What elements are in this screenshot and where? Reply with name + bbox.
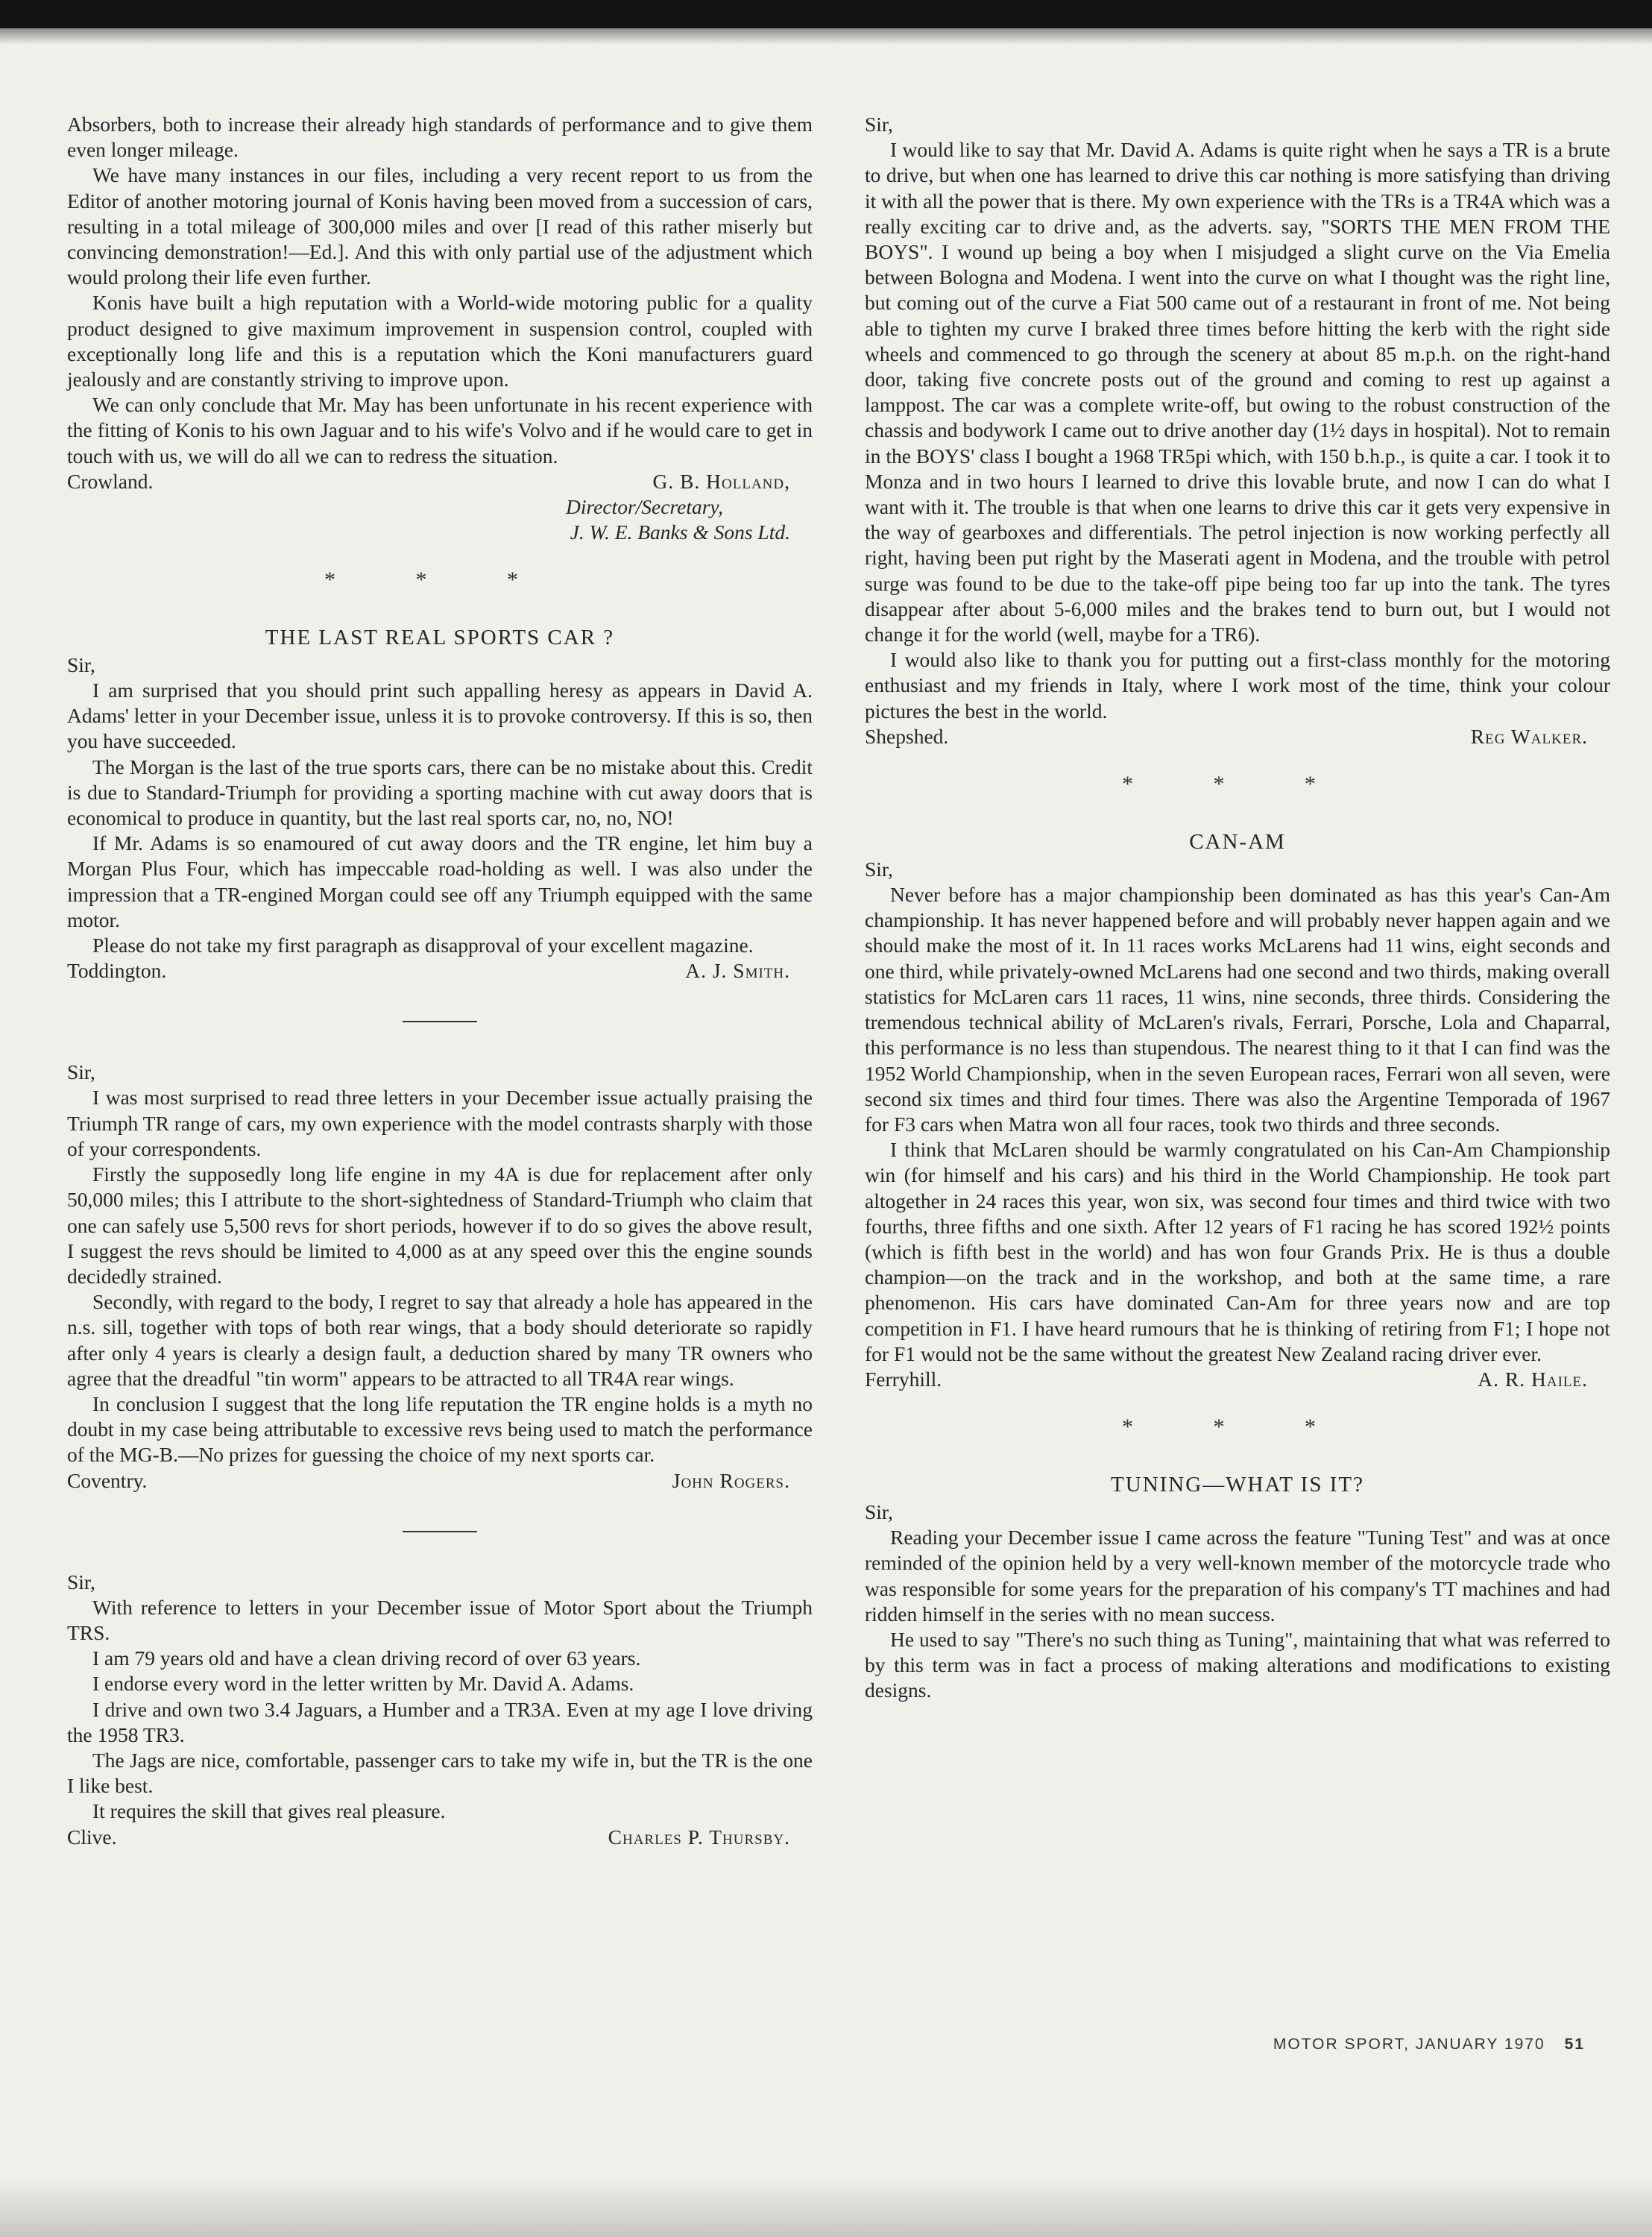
paragraph: I think that McLaren should be warmly congratulated on his Can-Am Championship win (for himself and his cars) and his third in the World Championship. He took part altogether in 24 races this year, won six, was second four times and third twice with two fourths, three fifths and one sixth. After 12 years of F1 racing he has scored 192½ points (which is fifth best in the world) and has won four Grands Prix. He is thus a double champion—on the track and in the workshop, and both at the same time, a rare phenomenon. His cars have dominated Can-Am for three years now and are top competition in F1. I have heard rumours that he is thinking of retiring from F1; I hope not for F1 would not be the same without the greatest New Zealand racing driver ever. [865, 1138, 1610, 1365]
signature-name: A. J. Smith. [685, 959, 790, 983]
signature-name: G. B. Holland, [652, 469, 790, 493]
letter-divider-rule [403, 1021, 477, 1022]
signature-name: Reg Walker. [1470, 724, 1588, 748]
paragraph: The Jags are nice, comfortable, passenger cars to take my wife in, but the TR is the one I like best. [67, 1748, 813, 1798]
salutation: Sir, [865, 1500, 893, 1523]
signature-name: Charles P. Thursby. [608, 1825, 790, 1849]
letter-thursby [67, 1570, 813, 1850]
salutation: Sir, [865, 857, 893, 881]
paragraph: I endorse every word in the letter written by Mr. David A. Adams. [92, 1672, 634, 1696]
signature-line [67, 469, 813, 494]
salutation: Sir, [67, 652, 95, 676]
letter-rogers [67, 1060, 813, 1493]
letter-divider-rule [403, 1531, 477, 1532]
letter-smith [67, 623, 813, 984]
signature-line [865, 724, 1610, 749]
paragraph: In conclusion I suggest that the long life reputation the TR engine holds is a myth no doubt in my case being attributable to excessive revs being used to match the performance of the MG-B.—No prizes for guessing the choice of my next sports car. [67, 1391, 813, 1467]
paragraph: Please do not take my first paragraph as disapproval of your excellent magazine. [92, 934, 754, 957]
paragraph: Secondly, with regard to the body, I regret to say that already a hole has appeared in the n.s. sill, together with tops of both rear wings, that a body should deteriorate so rapidly after only 4 years is clearly a design fault, a deduction shared by many TR owners who agree that the dreadful "tin worm" appears to be attracted to all TR4A rear wings. [67, 1290, 813, 1390]
paragraph: Firstly the supposedly long life engine in my 4A is due for replacement after only 50,000 miles; this I attribute to the short-sightedness of Standard-Triumph who claim that one can safely use 5,500 revs for short periods, however if to do so gives the above result, I suggest the revs should be limited to 4,000 as at any speed over this the engine sounds decidedly strained. [67, 1162, 813, 1288]
paragraph: If Mr. Adams is so enamoured of cut away doors and the TR engine, let him buy a Morgan Plus Four, which has impeccable road-holding as well. I was also under the impression that a TR-engined Morgan could see off any Triumph equipped with the same motor. [67, 831, 813, 931]
letter-heading: CAN-AM [1189, 829, 1286, 854]
paragraph: I would also like to thank you for putting out a first-class monthly for the motoring enthusiast and my friends in Italy, where I work most of the time, think your colour pictures the best in the world. [865, 648, 1610, 723]
letter-haile [865, 827, 1610, 1392]
page-footer [1273, 2036, 1585, 2054]
section-divider-stars: * * * [1122, 1414, 1353, 1439]
letter-holland [67, 112, 813, 545]
paragraph: With reference to letters in your December issue of Motor Sport about the Triumph TRS. [67, 1595, 813, 1644]
paragraph: I would like to say that Mr. David A. Adams is quite right when he says a TR is a brute to drive, but when one has learned to drive this car nothing is more satisfying than driving it with all the power that is there. My own experience with the TRs is a TR4A which was a really exciting car to drive and, as the adverts. say, "SORTS THE MEN FROM THE BOYS". I wound up being a boy when I misjudged a slight curve on the Via Emelia between Bologna and Modena. I went into the curve on what I thought was the right line, but coming out of the curve a Fiat 500 came out of a restaurant in front of me. Not being able to tighten my curve I braked three times before hitting the kerb with the right side wheels and commenced to go through the scenery at about 85 m.p.h. on the right-hand door, taking five concrete posts out of the ground and coming to rest up against a lamppost. The car was a complete write-off, but owing to the robust construction of the chassis and bodywork I came out to drive another day (1½ days in hospital). Not to remain in the BOYS' class I bought a 1968 TR5pi which, with 150 b.h.p., is quite a car. I took it to Monza and in two hours I learned to drive this lovable brute, and now I can do what I want with it. The trouble is that when one learns to drive this car it gets very expensive in the way of gearboxes and differentials. The petrol injection is now working perfectly all right, having been put right by the Maserati agent in Modena, and the trouble with petrol surge was found to be due to the take-off pipe being too far up into the tank. The tyres disappear after about 5-6,000 miles and the brakes tend to burn out, but I would not change it for the world (well, maybe for a TR6). [865, 138, 1610, 646]
paragraph: He used to say "There's no such thing as Tuning", maintaining that what was referred to by this term was in fact a process of making alterations and modifications to existing designs. [865, 1627, 1610, 1702]
signature-company: J. W. E. Banks & Sons Ltd. [570, 520, 790, 544]
signature-place: Ferryhill. [865, 1367, 942, 1391]
paragraph: Never before has a major championship been dominated as has this year's Can-Am championship. It has never happened before and will probably never happen again and we should make the most of it. In 11 races works McLarens had 11 wins, eight seconds and one third, while privately-owned McLarens had one second and two thirds, making overall statistics for McLaren cars 11 races, 11 wins, nine seconds, three thirds. Considering the tremendous technical ability of McLaren's rivals, Ferrari, Porsche, Lola and Chaparral, this performance is no less than stupendous. The nearest thing to it that I can find was the 1952 World Championship, when in the seven European races, Ferrari won all seven, were second six times and third four times. There was also the Argentine Temporada of 1967 for F3 cars when Matra won all four races, took two thirds and three seconds. [865, 883, 1610, 1136]
salutation: Sir, [67, 1570, 95, 1593]
bottom-scan-shadow [0, 2177, 1652, 2237]
signature-line [67, 1825, 813, 1850]
paragraph: Reading your December issue I came across the feature "Tuning Test" and was at once reminded of the opinion held by a very well-known member of the motorcycle trade who was responsible for some years for the preparation of his company's TT machines and had ridden himself in the series with no mean success. [865, 1526, 1610, 1626]
letter-tuning [865, 1470, 1610, 1704]
signature-place: Clive. [67, 1825, 117, 1849]
signature-place: Toddington. [67, 959, 167, 983]
section-divider-stars: * * * [1122, 771, 1353, 796]
paragraph: We have many instances in our files, including a very recent report to us from the Editor of another motoring journal of Konis having been moved from a succession of cars, resulting in a total mileage of 300,000 miles and over [I read of this rather miserly but convincing demonstration!—Ed.]. And this with only partial use of the adjustment which would prolong their life even further. [67, 163, 813, 289]
salutation: Sir, [865, 113, 893, 136]
left-column [67, 112, 813, 1850]
signature-line [67, 958, 813, 984]
signature-line [865, 1367, 1610, 1392]
paragraph: I am 79 years old and have a clean driving record of over 63 years. [92, 1646, 641, 1670]
section-divider-stars: * * * [324, 567, 555, 592]
signature-title: Director/Secretary, [565, 494, 723, 518]
salutation: Sir, [67, 1060, 95, 1084]
paragraph: I am surprised that you should print such appalling heresy as appears in David A. Adams' letter in your December issue, unless it is to provoke controversy. If this is so, then you have succeeded. [67, 679, 813, 753]
footer-magazine: MOTOR SPORT, JANUARY 1970 [1273, 2036, 1545, 2053]
paragraph: The Morgan is the last of the true sports cars, there can be no mistake about this. Credit is due to Standard-Triumph for providing a sporting machine with cut away doors that is economical to produce in quantity, but the last real sports car, no, no, NO! [67, 755, 813, 830]
signature-line [67, 1468, 813, 1494]
paragraph: I was most surprised to read three letters in your December issue actually praising the Triumph TR range of cars, my own experience with the model contrasts sharply with those of your correspondents. [67, 1086, 813, 1160]
paragraph: Konis have built a high reputation with a World-wide motoring public for a quality product designed to give maximum improvement in suspension control, coupled with exceptionally long life and this is a reputation which the Koni manufacturers guard jealously and are constantly striving to improve upon. [67, 291, 813, 391]
page-number: 51 [1564, 2036, 1585, 2053]
top-scan-band [0, 0, 1652, 28]
letter-heading: TUNING—WHAT IS IT? [1111, 1472, 1364, 1497]
letter-heading: THE LAST REAL SPORTS CAR ? [265, 625, 615, 649]
paragraph: It requires the skill that gives real pleasure. [92, 1799, 446, 1823]
top-scan-shadow [0, 28, 1652, 45]
signature-place: Shepshed. [865, 724, 949, 748]
signature-place: Coventry. [67, 1468, 148, 1492]
signature-place: Crowland. [67, 469, 154, 493]
signature-name: John Rogers. [672, 1468, 790, 1492]
paragraph: I drive and own two 3.4 Jaguars, a Humber and a TR3A. Even at my age I love driving the 1958 TR3. [67, 1697, 813, 1746]
paragraph: We can only conclude that Mr. May has been unfortunate in his recent experience with the fitting of Konis to his own Jaguar and to his wife's Volvo and if he would care to get in touch with us, we will do all we can to redress the situation. [67, 393, 813, 468]
signature-name: A. R. Haile. [1478, 1367, 1588, 1391]
right-column [865, 112, 1610, 1704]
letter-walker [865, 112, 1610, 749]
paragraph: Absorbers, both to increase their already high standards of performance and to give them even longer mileage. [67, 113, 813, 162]
